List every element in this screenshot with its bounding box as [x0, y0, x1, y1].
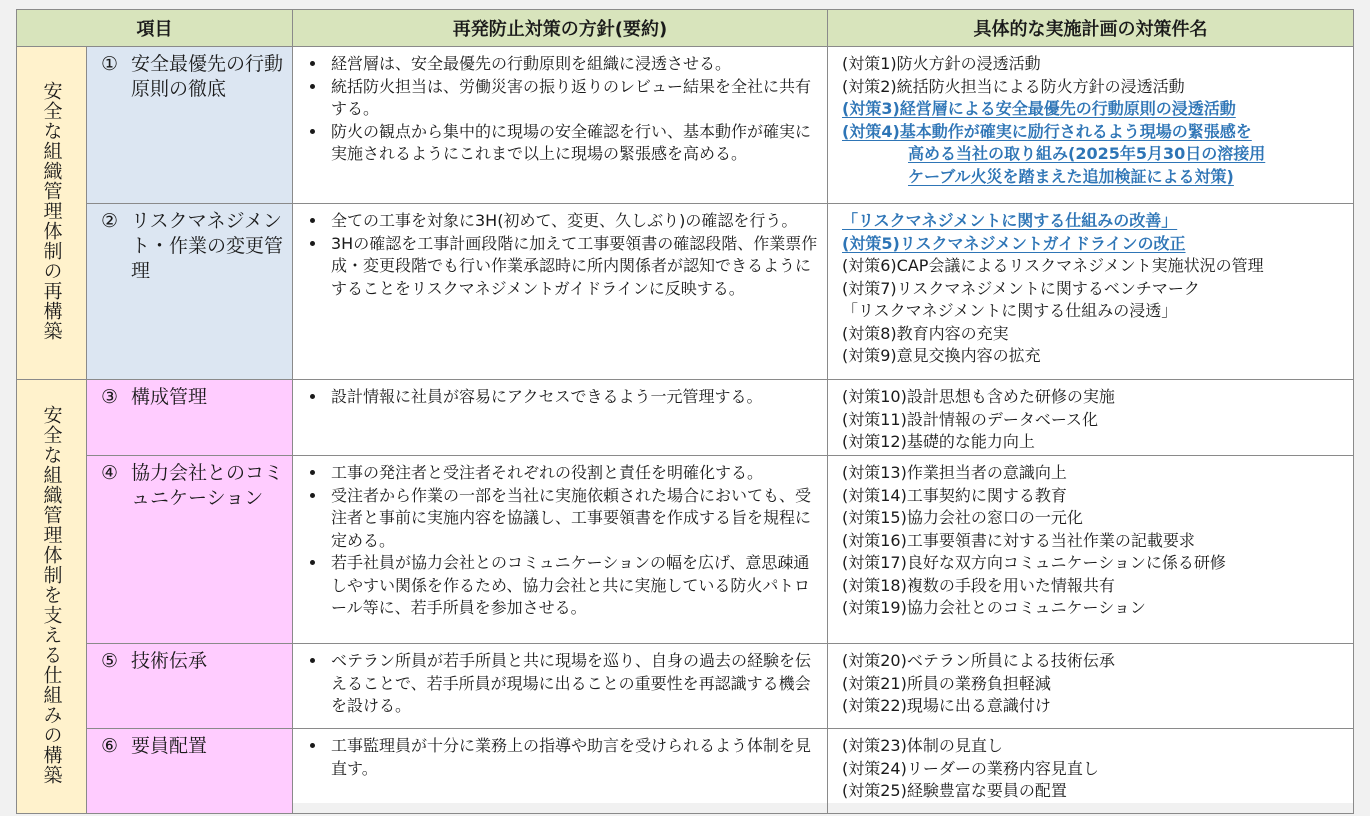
header-item: 項目 [17, 10, 293, 47]
table-row [17, 729, 1354, 814]
item-number: ④ [101, 462, 119, 484]
measure-item: (対策2)統括防火担当による防火方針の浸透活動 [842, 76, 1185, 96]
policy-list [293, 204, 827, 300]
measure-item: (対策3)経営層による安全最優先の行動原則の浸透活動 [842, 99, 1236, 118]
measure-item: (対策12)基礎的な能力向上 [842, 432, 1035, 451]
group-label: 安全な組織管理体制の再構築 [40, 81, 63, 341]
measure-item: (対策15)協力会社の窓口の一元化 [842, 508, 1083, 527]
measures-cell [828, 204, 1354, 380]
item-label: 協力会社とのコミュニケーション [131, 462, 284, 509]
policy-list [293, 644, 827, 718]
item-label: 技術伝承 [131, 650, 208, 672]
policy-cell [293, 729, 828, 814]
item-label: 安全最優先の行動原則の徹底 [131, 53, 284, 100]
policy-item: • 3Hの確認を工事計画段階に加えて工事要領書の確認段階、作業票作成・変更段階でも行い作業承認時に所内関係者が認知できるようにすることをリスクマネジメントガイドラインに反映する。 [327, 233, 819, 301]
policy-item: • 経営層は、安全最優先の行動原則を組織に浸透させる。 [327, 53, 819, 76]
policy-item: • 工事の発注者と受注者それぞれの役割と責任を明確化する。 [327, 462, 819, 485]
measure-item: (対策18)複数の手段を用いた情報共有 [842, 575, 1115, 595]
measure-item: 「リスクマネジメントに関する仕組みの浸透」 [842, 301, 1178, 320]
measure-item: (対策4)基本動作が確実に励行されるよう現場の緊張感を [842, 121, 1252, 141]
measure-item: (対策20)ベテラン所員による技術伝承 [842, 651, 1115, 670]
measure-item: (対策11)設計情報のデータベース化 [842, 409, 1099, 429]
group-label-cell [17, 47, 87, 380]
policy-item: • 統括防火担当は、労働災害の振り返りのレビュー結果を全社に共有する。 [327, 76, 819, 121]
group-label-cell [17, 380, 87, 814]
policy-list [293, 456, 827, 620]
measure-item: (対策5)リスクマネジメントガイドラインの改正 [842, 233, 1186, 253]
table-row [17, 644, 1354, 729]
measure-item: (対策14)工事契約に関する教育 [842, 485, 1067, 505]
policy-item: • 全ての工事を対象に3H(初めて、変更、久しぶり)の確認を行う。 [327, 210, 819, 233]
measure-item: (対策8)教育内容の充実 [842, 323, 1009, 343]
measure-item: (対策7)リスクマネジメントに関するベンチマーク [842, 278, 1200, 298]
measures-cell [828, 644, 1354, 729]
measure-item: ケーブル火災を踏まえた追加検証による対策) [908, 166, 1234, 186]
measure-item: (対策10)設計思想も含めた研修の実施 [842, 387, 1115, 406]
item-number: ② [101, 210, 119, 232]
measure-item: (対策6)CAP会議によるリスクマネジメント実施状況の管理 [842, 256, 1264, 275]
policy-cell [293, 644, 828, 729]
item-number: ① [101, 53, 119, 75]
measures-cell [828, 380, 1354, 456]
policy-item: • 若手社員が協力会社とのコミュニケーションの幅を広げ、意思疎通しやすい関係を作るため、協力会社と共に実施している防火パトロール等に、若手所員を参加させる。 [327, 552, 819, 620]
policy-cell [293, 47, 828, 204]
measure-item: 「リスクマネジメントに関する仕組みの改善」 [842, 211, 1178, 230]
item-label: リスクマネジメント・作業の変更管理 [131, 210, 284, 282]
measure-item: (対策19)協力会社とのコミュニケーション [842, 598, 1146, 617]
policy-item: • 防火の観点から集中的に現場の安全確認を行い、基本動作が確実に実施されるようにこれまで以上に現場の緊張感を高める。 [327, 121, 819, 166]
table-row [17, 47, 1354, 204]
item-label: 要員配置 [131, 735, 208, 757]
item-cell [87, 47, 293, 204]
item-cell [87, 729, 293, 814]
item-number: ③ [101, 386, 119, 408]
policy-item: • ベテラン所員が若手所員と共に現場を巡り、自身の過去の経験を伝えることで、若手所員が現場に出ることの重要性を再認識する機会を設ける。 [327, 650, 819, 718]
item-cell [87, 456, 293, 644]
measure-item: (対策23)体制の見直し [842, 736, 1003, 755]
measure-item: (対策17)良好な双方向コミュニケーションに係る研修 [842, 553, 1226, 572]
policy-list [293, 380, 827, 409]
policy-item: • 受注者から作業の一部を当社に実施依頼された場合においても、受注者と事前に実施内容を協議し、工事要領書を作成する旨を規程に定める。 [327, 485, 819, 553]
table-row [17, 204, 1354, 380]
table-row [17, 380, 1354, 456]
item-cell [87, 380, 293, 456]
policy-item: • 設計情報に社員が容易にアクセスできるよう一元管理する。 [327, 386, 819, 409]
measures-cell [828, 729, 1354, 814]
measure-item: (対策24)リーダーの業務内容見直し [842, 758, 1099, 778]
table-row [17, 456, 1354, 644]
policy-cell [293, 456, 828, 644]
measure-item: (対策16)工事要領書に対する当社作業の記載要求 [842, 530, 1195, 550]
measure-item: (対策13)作業担当者の意識向上 [842, 463, 1067, 482]
policy-list [293, 729, 827, 780]
countermeasure-table [16, 9, 1354, 814]
item-cell [87, 644, 293, 729]
measures-cell [828, 47, 1354, 204]
policy-cell [293, 380, 828, 456]
policy-list [293, 47, 827, 166]
measure-item: (対策1)防火方針の浸透活動 [842, 54, 1041, 73]
item-number: ⑥ [101, 735, 119, 757]
header-row [17, 10, 1354, 47]
item-cell [87, 204, 293, 380]
policy-cell [293, 204, 828, 380]
item-label: 構成管理 [131, 386, 208, 408]
item-number: ⑤ [101, 650, 119, 672]
measure-item: (対策9)意見交換内容の拡充 [842, 346, 1041, 365]
measure-item: (対策22)現場に出る意識付け [842, 696, 1051, 715]
policy-item: • 工事監理員が十分に業務上の指導や助言を受けられるよう体制を見直す。 [327, 735, 819, 780]
measure-item: (対策21)所員の業務負担軽減 [842, 673, 1051, 693]
measure-item: (対策25)経験豊富な要員の配置 [842, 781, 1067, 800]
header-measures: 具体的な実施計画の対策件名 [828, 10, 1354, 47]
countermeasure-table-frame [16, 9, 1353, 803]
measure-item: 高める当社の取り組み(2025年5月30日の溶接用 [908, 144, 1266, 163]
group-label: 安全な組織管理体制を支える仕組みの構築 [40, 404, 63, 785]
measures-cell [828, 456, 1354, 644]
header-policy: 再発防止対策の方針(要約) [293, 10, 828, 47]
